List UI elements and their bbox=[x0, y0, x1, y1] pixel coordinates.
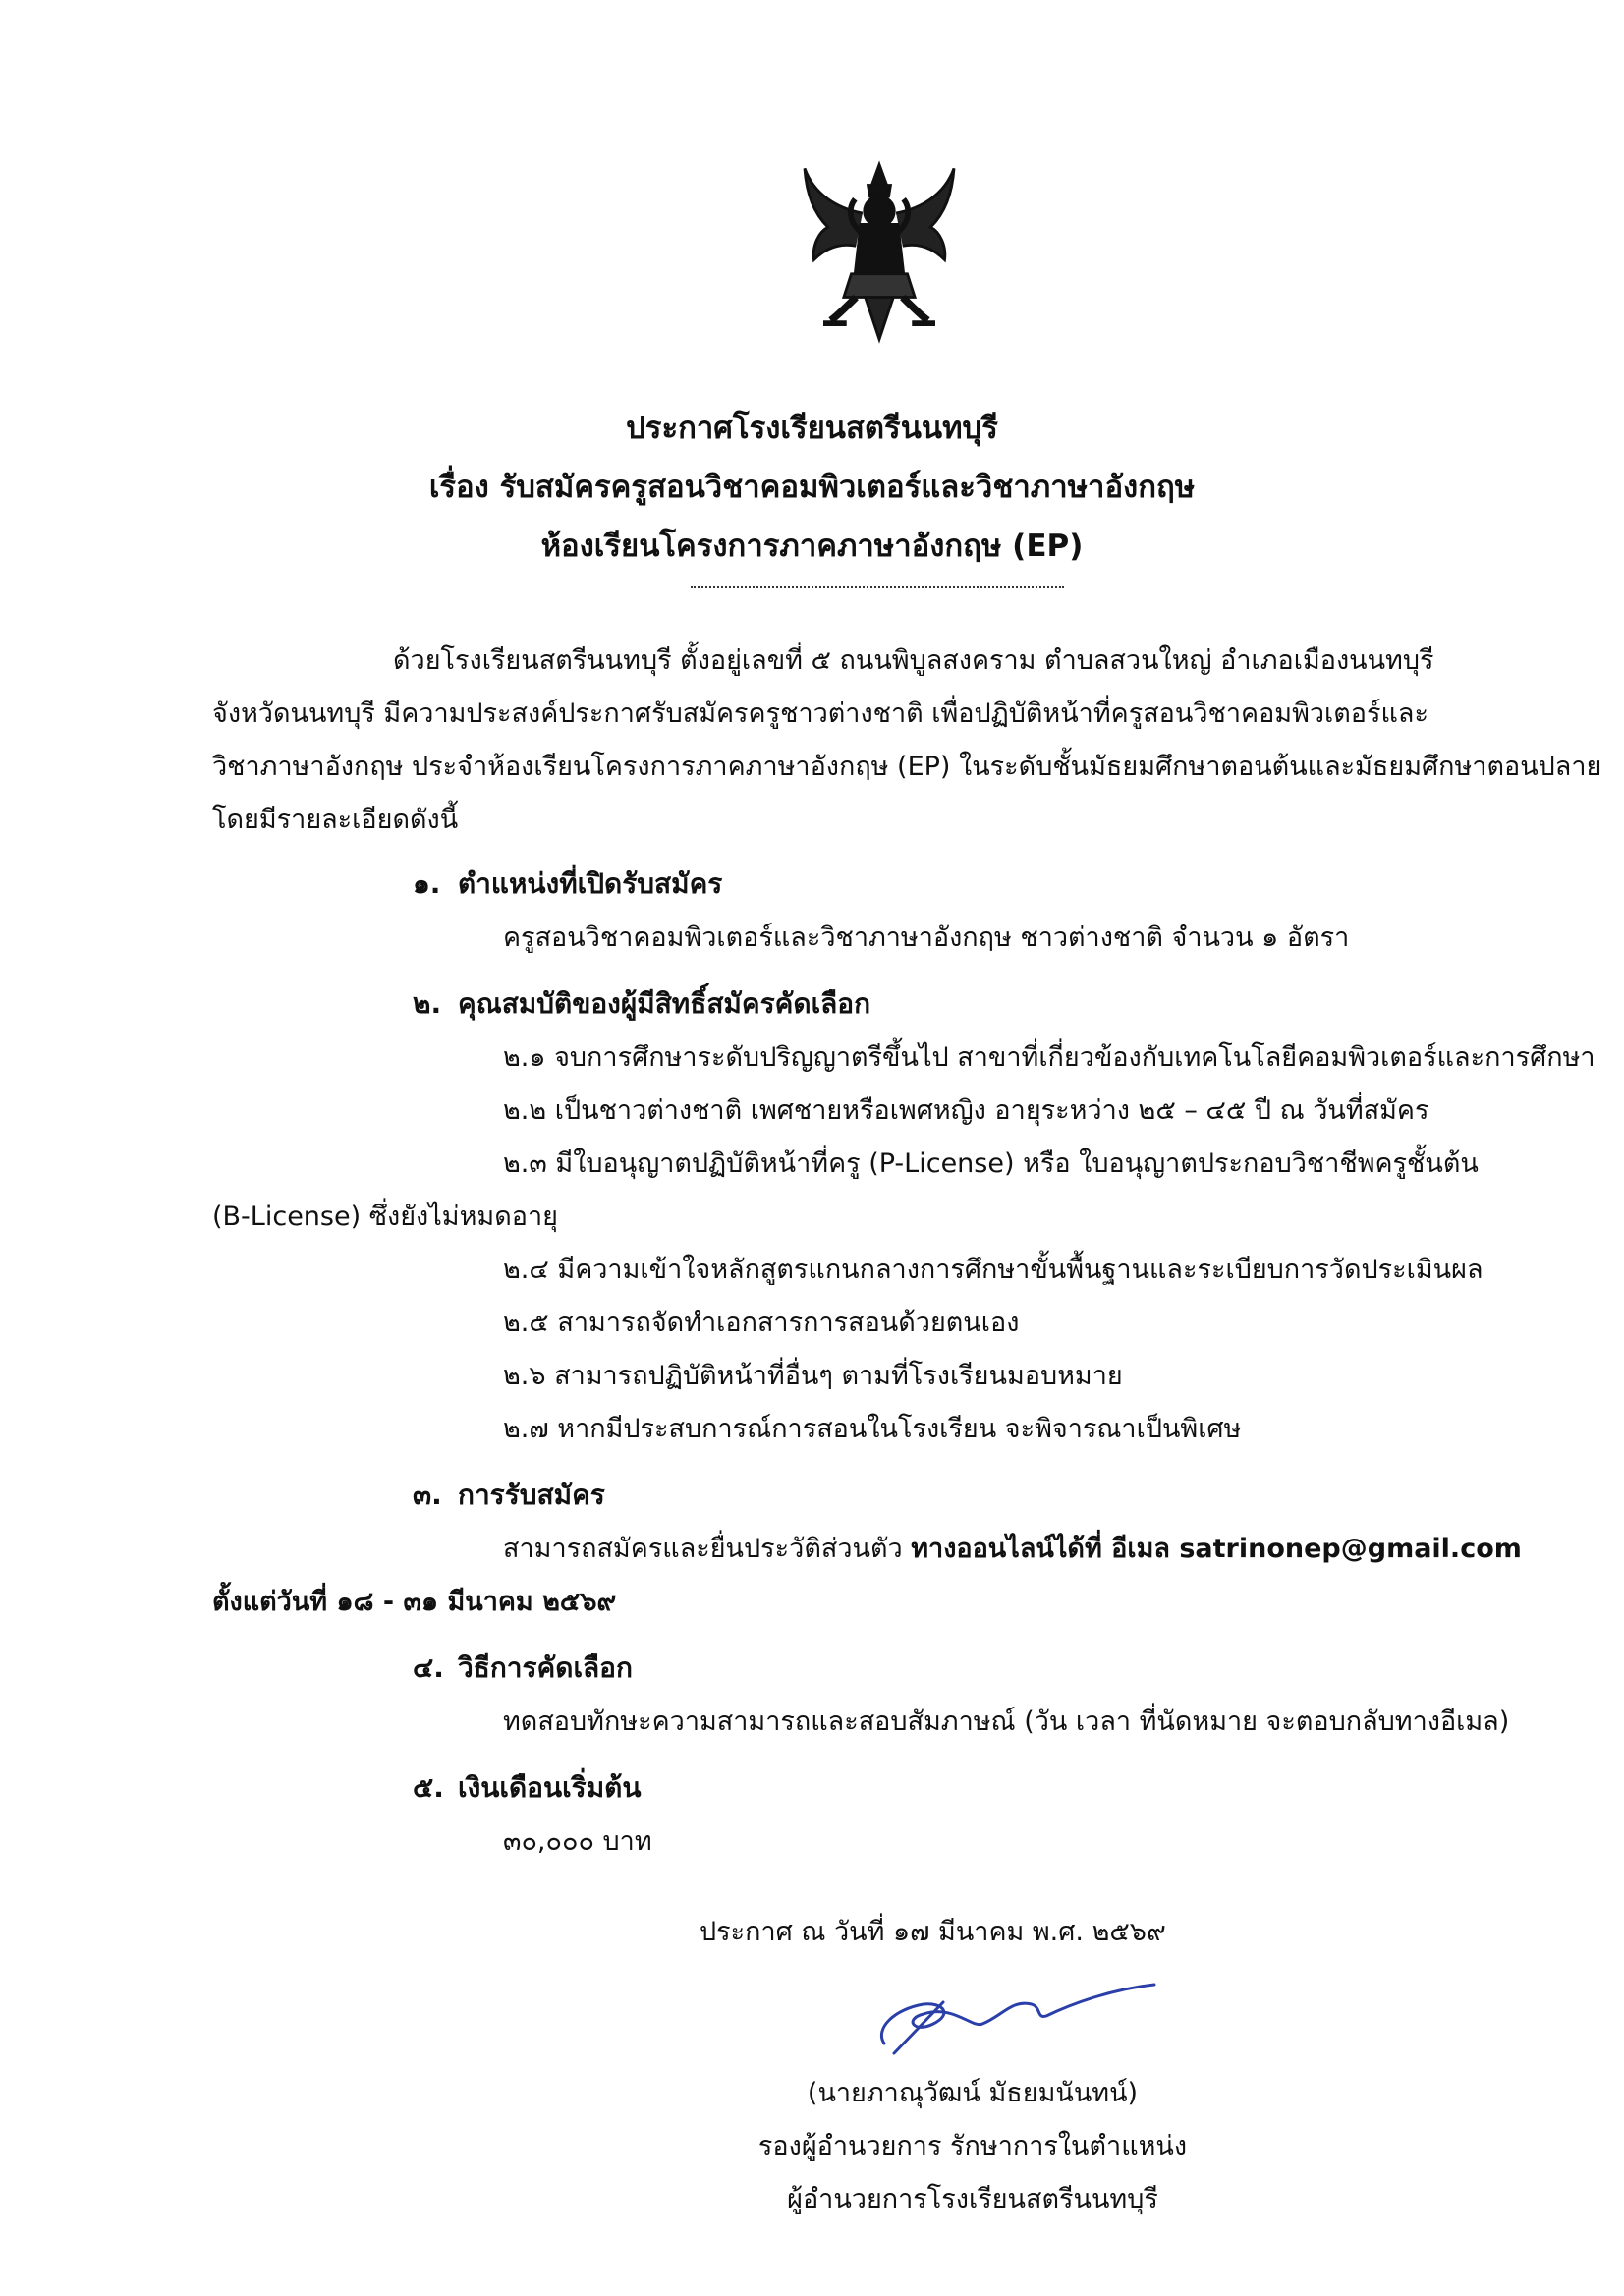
section-5-title: เงินเดือนเริ่มต้น bbox=[458, 1771, 642, 1804]
intro-line-2: จังหวัดนนทบุรี มีความประสงค์ประกาศรับสมัครครูชาวต่างชาติ เพื่อปฏิบัติหน้าที่ครูสอนวิชาคอมพิวเตอร์และ bbox=[212, 699, 1428, 729]
section-2-item-4: ๒.๔ มีความเข้าใจหลักสูตรแกนกลางการศึกษาขั้นพื้นฐานและระเบียบการวัดประเมินผล bbox=[503, 1255, 1484, 1285]
section-1-heading bbox=[413, 863, 722, 906]
title-line-3: ห้องเรียนโครงการภาคภาษาอังกฤษ (EP) bbox=[540, 529, 1084, 564]
signer-name: (นายภาณุวัฒน์ มัธยมนันทน์) bbox=[807, 2078, 1139, 2108]
section-2-heading bbox=[413, 982, 870, 1026]
section-2-number: ๒. bbox=[413, 987, 442, 1020]
section-2-item-3-cont: (B-License) ซึ่งยังไม่หมดอายุ bbox=[212, 1202, 558, 1232]
signature-icon bbox=[865, 1975, 1159, 2063]
section-4-number: ๔. bbox=[413, 1652, 444, 1684]
section-5-number: ๕. bbox=[413, 1771, 444, 1804]
section-2-title: คุณสมบัติของผู้มีสิทธิ์สมัครคัดเลือก bbox=[458, 987, 871, 1020]
section-2-item-1: ๒.๑ จบการศึกษาระดับปริญญาตรีขึ้นไป สาขาที่เกี่ยวข้องกับเทคโนโลยีคอมพิวเตอร์และการศึกษา bbox=[503, 1042, 1596, 1073]
intro-line-3: วิชาภาษาอังกฤษ ประจำห้องเรียนโครงการภาคภาษาอังกฤษ (EP) ในระดับชั้นมัธยมศึกษาตอนต้นและมัธยมศึกษาตอนปลาย bbox=[212, 752, 1602, 782]
section-5-text: ๓๐,๐๐๐ บาท bbox=[503, 1826, 652, 1857]
section-2-item-2: ๒.๒ เป็นชาวต่างชาติ เพศชายหรือเพศหญิง อายุระหว่าง ๒๕ – ๔๕ ปี ณ วันที่สมัคร bbox=[503, 1095, 1429, 1126]
section-3-heading bbox=[413, 1474, 605, 1517]
signer-role-2: ผู้อำนวยการโรงเรียนสตรีนนทบุรี bbox=[787, 2184, 1158, 2214]
section-3-email-text: ทางออนไลน์ได้ที่ อีเมล satrinonep@gmail.com bbox=[911, 1534, 1522, 1564]
section-2-item-5: ๒.๕ สามารถจัดทำเอกสารการสอนด้วยตนเอง bbox=[503, 1308, 1020, 1338]
announcement-date: ประกาศ ณ วันที่ ๑๗ มีนาคม พ.ศ. ๒๕๖๙ bbox=[700, 1917, 1166, 1947]
section-3-dates: ตั้งแต่วันที่ ๑๘ - ๓๑ มีนาคม ๒๕๖๙ bbox=[212, 1587, 617, 1617]
garuda-emblem-icon bbox=[781, 157, 978, 344]
section-1-text: ครูสอนวิชาคอมพิวเตอร์และวิชาภาษาอังกฤษ ชาวต่างชาติ จำนวน ๑ อัตรา bbox=[503, 923, 1350, 953]
section-4-text: ทดสอบทักษะความสามารถและสอบสัมภาษณ์ (วัน เวลา ที่นัดหมาย จะตอบกลับทางอีเมล) bbox=[503, 1707, 1510, 1737]
section-4-title: วิธีการคัดเลือก bbox=[458, 1652, 633, 1684]
section-3-number: ๓. bbox=[413, 1479, 442, 1511]
section-3-title: การรับสมัคร bbox=[458, 1479, 605, 1511]
title-line-1: ประกาศโรงเรียนสตรีนนทบุรี bbox=[626, 411, 998, 446]
title-divider bbox=[691, 586, 1064, 588]
intro-line-4: โดยมีรายละเอียดดังนี้ bbox=[212, 805, 459, 835]
title-line-2: เรื่อง รับสมัครครูสอนวิชาคอมพิวเตอร์และวิชาภาษาอังกฤษ bbox=[428, 470, 1196, 505]
section-3-text bbox=[503, 1527, 1522, 1569]
section-2-item-3: ๒.๓ มีใบอนุญาตปฏิบัติหน้าที่ครู (P-License) หรือ ใบอนุญาตประกอบวิชาชีพครูชั้นต้น bbox=[503, 1148, 1479, 1179]
section-5-heading bbox=[413, 1766, 641, 1810]
section-1-title: ตำแหน่งที่เปิดรับสมัคร bbox=[458, 868, 723, 900]
signer-role-1: รองผู้อำนวยการ รักษาการในตำแหน่ง bbox=[757, 2131, 1188, 2161]
section-3-text-a: สามารถสมัครและยื่นประวัติส่วนตัว bbox=[503, 1534, 912, 1564]
section-2-item-6: ๒.๖ สามารถปฏิบัติหน้าที่อื่นๆ ตามที่โรงเรียนมอบหมาย bbox=[503, 1361, 1123, 1391]
section-4-heading bbox=[413, 1647, 633, 1690]
intro-line-1: ด้วยโรงเรียนสตรีนนทบุรี ตั้งอยู่เลขที่ ๕ ถนนพิบูลสงคราม ตำบลสวนใหญ่ อำเภอเมืองนนทบุรี bbox=[393, 645, 1434, 676]
section-1-number: ๑. bbox=[413, 868, 441, 900]
section-2-item-7: ๒.๗ หากมีประสบการณ์การสอนในโรงเรียน จะพิจารณาเป็นพิเศษ bbox=[503, 1414, 1242, 1444]
